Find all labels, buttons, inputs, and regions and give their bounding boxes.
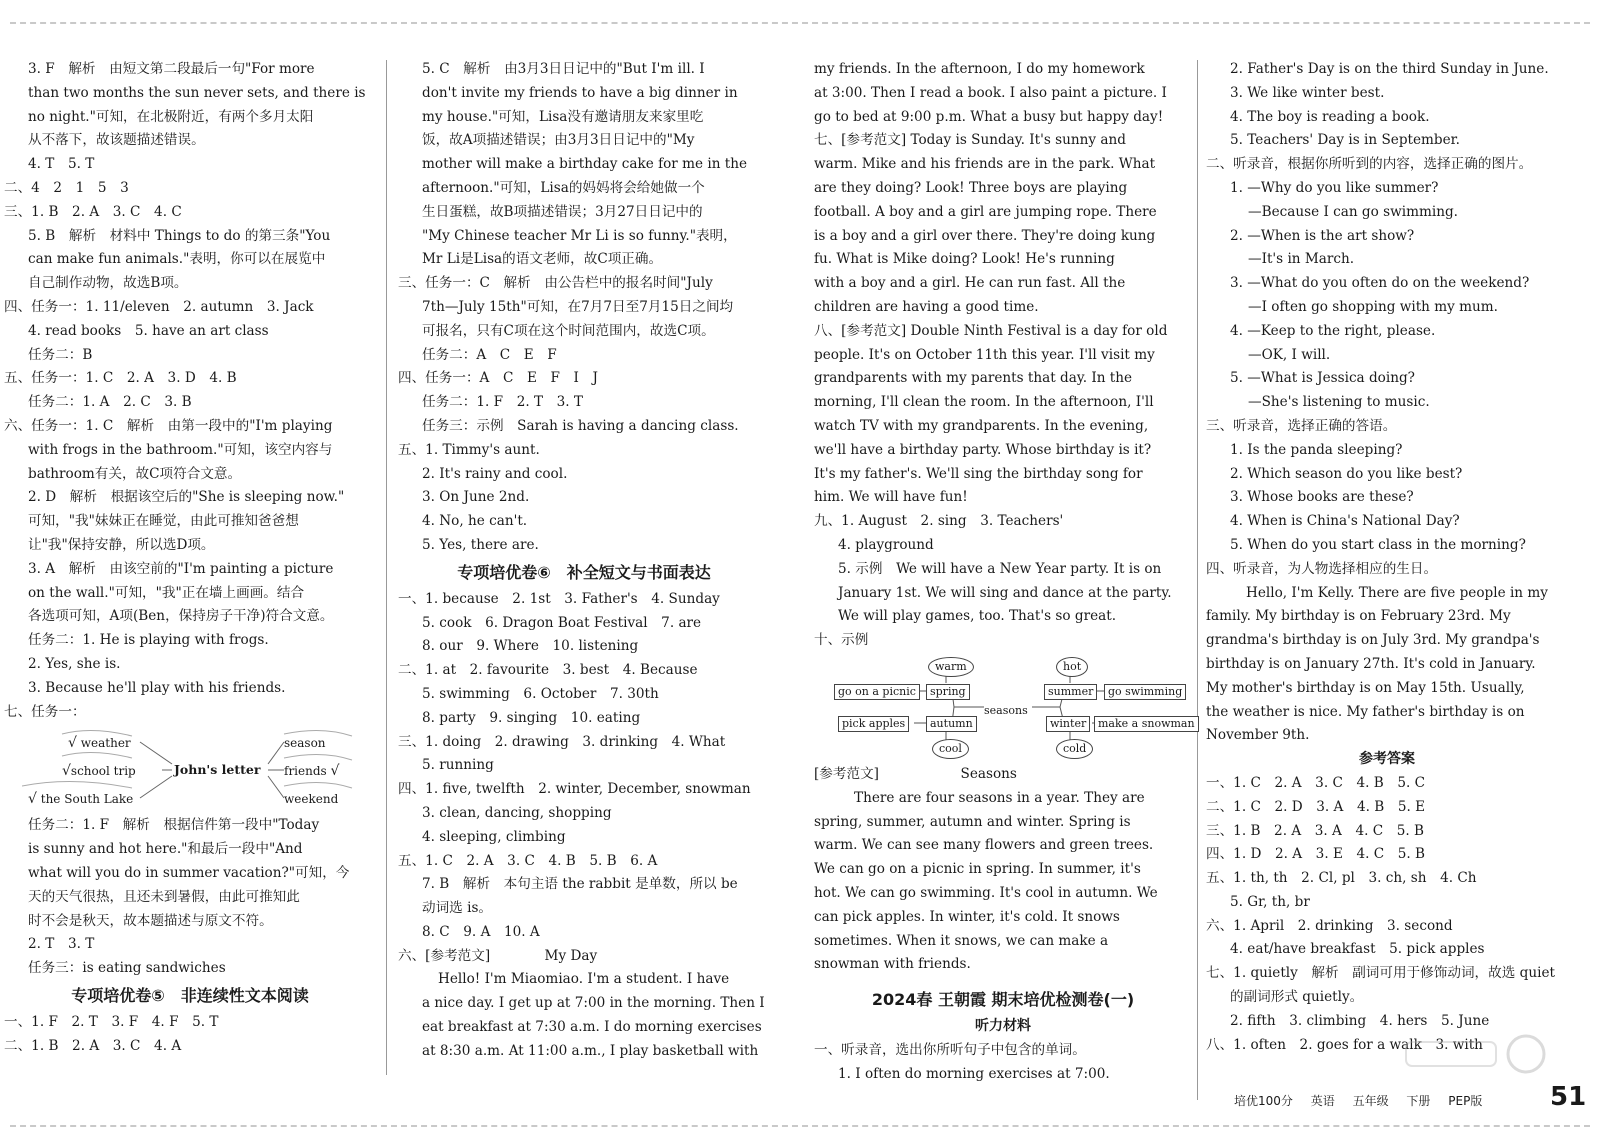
letter-right-item: weekend bbox=[284, 792, 339, 807]
text-line: 让"我"保持安静，所以选D项。 bbox=[28, 536, 215, 553]
text-line: mother will make a birthday cake for me in the bbox=[422, 156, 748, 173]
text-line: 时不会是秋天，故本题描述与原文不符。 bbox=[28, 912, 273, 929]
text-line: 任务三：示例 Sarah is having a dancing class. bbox=[422, 417, 739, 434]
text-line: 十、示例 bbox=[814, 632, 869, 649]
text-line: warm. We can see many flowers and green trees. bbox=[814, 837, 1154, 854]
text-line: 生日蛋糕，故B项描述错误；3月27日日记中的 bbox=[422, 203, 703, 220]
text-line: fu. What is Mike doing? Look! He's running bbox=[814, 251, 1115, 268]
text-line: can make fun animals."表明，你可以在展览中 bbox=[28, 251, 326, 268]
text-line: we'll have a birthday party. Whose birthday is it? bbox=[814, 441, 1152, 458]
text-line: birthday is on January 27th. It's cold in January. bbox=[1206, 655, 1536, 672]
footer-subject: 英语 bbox=[1310, 1094, 1335, 1108]
text-line: 4. sleeping, climbing bbox=[422, 828, 566, 845]
text-line: 4. read books 5. have an art class bbox=[28, 322, 269, 339]
text-line: 3. A 解析 由该空前的"I'm painting a picture bbox=[28, 560, 334, 577]
text-line: 各选项可知，A项(Ben，保持房子干净)符合文意。 bbox=[28, 608, 334, 625]
text-line: don't invite my friends to have a big dinner in bbox=[422, 84, 738, 101]
text-line: 4. —Keep to the right, please. bbox=[1230, 322, 1436, 339]
footer-volume: 下册 bbox=[1406, 1094, 1431, 1108]
text-line: hot. We can go swimming. It's cool in autumn. We bbox=[814, 884, 1158, 901]
text-line: 5. When do you start class in the morning? bbox=[1230, 536, 1526, 553]
text-line: watch TV with my grandparents. In the evening, bbox=[814, 417, 1149, 434]
mind-map-oval: cold bbox=[1056, 739, 1093, 759]
text-line: snowman with friends. bbox=[814, 956, 971, 973]
text-line: football. A boy and a girl are jumping rope. There bbox=[814, 203, 1157, 220]
text-line: We can go on a picnic in spring. In summer, it's bbox=[814, 861, 1141, 878]
text-line: my house."可知，Lisa没有邀请朋友来家里吃 bbox=[422, 108, 704, 125]
text-line: Hello! I'm Miaomiao. I'm a student. I have bbox=[438, 971, 730, 988]
text-line: 2. It's rainy and cool. bbox=[422, 465, 568, 482]
text-line: 任务二：1. F 解析 根据信件第一段中"Today bbox=[28, 817, 320, 834]
text-line: 任务二：1. A 2. C 3. B bbox=[28, 394, 192, 411]
mind-map-activity: pick apples bbox=[838, 716, 909, 732]
text-line: 任务二：1. F 2. T 3. T bbox=[422, 394, 584, 411]
text-line: 4. playground bbox=[838, 536, 934, 553]
text-line: children are having a good time. bbox=[814, 298, 1039, 315]
text-line: with a boy and a girl. He can run fast. All the bbox=[814, 275, 1126, 292]
watermark-logo bbox=[1396, 1032, 1556, 1076]
column-4 bbox=[1206, 58, 1568, 1057]
text-line: bathroom有关，故C项符合文意。 bbox=[28, 465, 242, 482]
text-line: Hello, I'm Kelly. There are five people in my bbox=[1246, 584, 1548, 601]
letter-right-item: friends √ bbox=[284, 763, 340, 780]
text-line: 一、听录音，选出你所听句子中包含的单词。 bbox=[814, 1041, 1086, 1058]
text-line: 七、[参考范文] Today is Sunday. It's sunny and bbox=[814, 132, 1126, 149]
text-line: 六、任务一：1. C 解析 由第一段中的"I'm playing bbox=[4, 417, 333, 434]
text-line: 从不落下，故该题描述错误。 bbox=[28, 132, 205, 149]
text-line: 三、1. B 2. A 3. C 4. C bbox=[4, 203, 182, 220]
column-divider bbox=[386, 60, 387, 1075]
text-line: 5. Gr, th, br bbox=[1230, 893, 1310, 910]
section-subtitle: 听力材料 bbox=[975, 1018, 1031, 1035]
watermark-icon bbox=[1396, 1032, 1556, 1076]
text-line: 八、1. often 2. goes for a walk 3. with bbox=[1206, 1036, 1483, 1053]
text-line: spring, summer, autumn and winter. Spring is bbox=[814, 813, 1131, 830]
text-line: warm. Mike and his friends are in the park. What bbox=[814, 156, 1156, 173]
text-line: —She's listening to music. bbox=[1248, 394, 1430, 411]
text-line: 8. our 9. Where 10. listening bbox=[422, 638, 639, 655]
mind-map-box: autumn bbox=[926, 716, 977, 732]
text-line: 2. D 解析 根据该空后的"She is sleeping now." bbox=[28, 489, 345, 506]
text-line: 任务二：1. He is playing with frogs. bbox=[28, 632, 269, 649]
column-1 bbox=[4, 58, 376, 1058]
text-line: is sunny and hot here."和最后一段中"And bbox=[28, 841, 303, 858]
text-line: 七、1. quietly 解析 副词可用于修饰动词，故选 quiet bbox=[1206, 965, 1555, 982]
letter-right-item: season bbox=[284, 736, 326, 751]
text-line: my friends. In the afternoon, I do my homework bbox=[814, 61, 1145, 77]
letter-left-item: √ the South Lake bbox=[28, 791, 134, 808]
letter-center-label: John's letter bbox=[174, 762, 261, 778]
text-line: 4. eat/have breakfast 5. pick apples bbox=[1230, 941, 1485, 958]
text-line: at 8:30 a.m. At 11:00 a.m., I play basketball with bbox=[422, 1042, 759, 1059]
footer-series: 培优100分 bbox=[1234, 1094, 1293, 1108]
mind-map-box: summer bbox=[1044, 684, 1097, 700]
text-line: 七、任务一： bbox=[4, 703, 86, 720]
page-number: 51 bbox=[1550, 1082, 1587, 1112]
text-line: Mr Li是Lisa的语文老师，故C项正确。 bbox=[422, 251, 663, 268]
text-line: 三、1. B 2. A 3. A 4. C 5. B bbox=[1206, 822, 1425, 839]
text-line: 一、1. C 2. A 3. C 4. B 5. C bbox=[1206, 774, 1426, 791]
text-line: 1. I often do morning exercises at 7:00. bbox=[838, 1065, 1110, 1082]
text-line: —It's in March. bbox=[1248, 251, 1355, 268]
text-line: 任务三：is eating sandwiches bbox=[28, 960, 226, 977]
text-line: 5. swimming 6. October 7. 30th bbox=[422, 685, 659, 702]
text-line: 三、听录音，选择正确的答语。 bbox=[1206, 417, 1397, 434]
letter-left-item: √ weather bbox=[68, 735, 131, 752]
text-line: grandma's birthday is on July 3rd. My grandpa's bbox=[1206, 632, 1540, 649]
seasons-mind-map bbox=[834, 657, 1195, 757]
text-line: 自己制作动物，故选B项。 bbox=[28, 275, 188, 292]
text-line: go to bed at 9:00 p.m. What a busy but happy day! bbox=[814, 108, 1164, 125]
text-line: 5. B 解析 材料中 Things to do 的第三条"You bbox=[28, 227, 331, 244]
mind-map-activity: go swimming bbox=[1104, 684, 1186, 700]
footer-edition: PEP版 bbox=[1448, 1094, 1483, 1108]
mind-map-oval: hot bbox=[1056, 657, 1088, 677]
text-line: with frogs in the bathroom."可知，该空内容与 bbox=[28, 441, 333, 458]
text-line: 5. C 解析 由3月3日日记中的"But I'm ill. I bbox=[422, 61, 705, 77]
text-line: 5. cook 6. Dragon Boat Festival 7. are bbox=[422, 614, 702, 631]
text-line: 5. Teachers' Day is in September. bbox=[1230, 132, 1460, 149]
text-line: 四、任务一：1. 11/eleven 2. autumn 3. Jack bbox=[4, 298, 314, 315]
text-line: are they doing? Look! Three boys are playing bbox=[814, 179, 1128, 196]
text-line: can pick apples. In winter, it's cold. It snows bbox=[814, 908, 1120, 925]
text-line: on the wall."可知，"我"正在墙上画画。结合 bbox=[28, 584, 305, 601]
column-divider bbox=[1197, 60, 1198, 1100]
text-line: 五、1. th, th 2. Cl, pl 3. ch, sh 4. Ch bbox=[1206, 870, 1477, 887]
text-line: 四、任务一：A C E F I J bbox=[398, 370, 598, 387]
text-line: We will play games, too. That's so great. bbox=[838, 608, 1117, 625]
text-line: family. My birthday is on February 23rd. My bbox=[1206, 608, 1511, 625]
text-line: 8. C 9. A 10. A bbox=[422, 923, 540, 940]
text-line: [参考范文] Seasons bbox=[814, 765, 1017, 782]
text-line: 六、[参考范文] My Day bbox=[398, 947, 598, 964]
text-line: 1. Is the panda sleeping? bbox=[1230, 441, 1403, 458]
text-line: 九、1. August 2. sing 3. Teachers' bbox=[814, 513, 1064, 530]
johns-letter-diagram bbox=[22, 728, 362, 812]
text-line: 3. On June 2nd. bbox=[422, 489, 530, 506]
text-line: —Because I can go swimming. bbox=[1248, 203, 1458, 220]
text-line: eat breakfast at 7:30 a.m. I do morning exercises bbox=[422, 1019, 762, 1036]
section-title: 专项培优卷⑤ 非连续性文本阅读 bbox=[71, 985, 309, 1005]
text-line: 的副词形式 quietly。 bbox=[1230, 989, 1364, 1006]
text-line: 3. —What do you often do on the weekend? bbox=[1230, 275, 1530, 292]
text-line: 5. running bbox=[422, 757, 494, 774]
text-line: There are four seasons in a year. They are bbox=[854, 789, 1145, 806]
text-line: 二、听录音，根据你所听到的内容，选择正确的图片。 bbox=[1206, 156, 1533, 173]
text-line: what will you do in summer vacation?"可知，今 bbox=[28, 864, 350, 881]
text-line: 可知，"我"妹妹正在睡觉，由此可推知爸爸想 bbox=[28, 513, 299, 530]
text-line: 四、听录音，为人物选择相应的生日。 bbox=[1206, 560, 1438, 577]
section-title: 专项培优卷⑥ 补全短文与书面表达 bbox=[457, 562, 711, 582]
text-line: 2. fifth 3. climbing 4. hers 5. June bbox=[1230, 1012, 1490, 1029]
text-line: 三、任务一：C 解析 由公告栏中的报名时间"July bbox=[398, 275, 713, 292]
text-line: 7th—July 15th"可知，在7月7日至7月15日之间均 bbox=[422, 298, 734, 315]
text-line: 2. —When is the art show? bbox=[1230, 227, 1415, 244]
text-line: people. It's on October 11th this year. I'll visit my bbox=[814, 346, 1155, 363]
text-line: a nice day. I get up at 7:00 in the morning. Then I bbox=[422, 995, 765, 1012]
text-line: My mother's birthday is on May 15th. Usually, bbox=[1206, 679, 1525, 696]
text-line: 5. —What is Jessica doing? bbox=[1230, 370, 1415, 387]
text-line: 可报名，只有C项在这个时间范围内，故选C项。 bbox=[422, 322, 715, 339]
section-title: 2024春 王朝霞 期末培优检测卷(一) bbox=[871, 990, 1135, 1010]
text-line: 一、1. F 2. T 3. F 4. F 5. T bbox=[4, 1013, 219, 1030]
text-line: 3. Whose books are these? bbox=[1230, 489, 1414, 506]
text-line: him. We will have fun! bbox=[814, 489, 968, 506]
text-line: grandparents with my parents that day. In the bbox=[814, 370, 1133, 387]
text-line: 四、1. D 2. A 3. E 4. C 5. B bbox=[1206, 846, 1426, 863]
text-line: —I often go shopping with my mum. bbox=[1248, 298, 1499, 315]
text-line: 2. Which season do you like best? bbox=[1230, 465, 1463, 482]
text-line: January 1st. We will sing and dance at the party. bbox=[838, 584, 1172, 601]
mind-map-oval: warm bbox=[928, 657, 974, 677]
text-line: the weather is nice. My father's birthday is on bbox=[1206, 703, 1525, 720]
text-line: 5. 示例 We will have a New Year party. It is on bbox=[838, 560, 1162, 577]
text-line: 天的天气很热，且还未到暑假，由此可推知此 bbox=[28, 888, 300, 905]
text-line: afternoon."可知，Lisa的妈妈将会给她做一个 bbox=[422, 179, 705, 196]
mind-map-oval: cool bbox=[932, 739, 969, 759]
text-line: morning, I'll clean the room. In the afternoon, I'll bbox=[814, 394, 1154, 411]
text-line: 4. No, he can't. bbox=[422, 513, 528, 530]
bottom-border bbox=[10, 1125, 1590, 1127]
text-line: 8. party 9. singing 10. eating bbox=[422, 709, 641, 726]
text-line: 二、4 2 1 5 3 bbox=[4, 179, 129, 196]
text-line: 二、1. B 2. A 3. C 4. A bbox=[4, 1037, 182, 1054]
mind-map-box: winter bbox=[1046, 716, 1090, 732]
text-line: 动词选 is。 bbox=[422, 900, 493, 917]
text-line: 八、[参考范文] Double Ninth Festival is a day for old bbox=[814, 322, 1168, 339]
mind-map-activity: go on a picnic bbox=[834, 684, 920, 700]
mind-map-box: spring bbox=[926, 684, 970, 700]
text-line: 六、1. April 2. drinking 3. second bbox=[1206, 917, 1453, 934]
text-line: 五、1. Timmy's aunt. bbox=[398, 441, 540, 458]
text-line: —OK, I will. bbox=[1248, 346, 1331, 363]
text-line: 四、1. five, twelfth 2. winter, December, snowman bbox=[398, 781, 751, 798]
text-line: than two months the sun never sets, and there is bbox=[28, 84, 366, 101]
mind-map-activity: make a snowman bbox=[1094, 716, 1199, 732]
text-line: 五、1. C 2. A 3. C 4. B 5. B 6. A bbox=[398, 852, 658, 869]
text-line: 2. Father's Day is on the third Sunday in June. bbox=[1230, 61, 1549, 77]
text-line: 任务二：A C E F bbox=[422, 346, 557, 363]
text-line: 1. —Why do you like summer? bbox=[1230, 179, 1439, 196]
text-line: 5. Yes, there are. bbox=[422, 536, 539, 553]
text-line: 4. When is China's National Day? bbox=[1230, 513, 1460, 530]
text-line: "My Chinese teacher Mr Li is so funny."表明， bbox=[422, 227, 737, 244]
text-line: no night."可知，在北极附近，有两个多月太阳 bbox=[28, 108, 314, 125]
page-footer bbox=[1234, 1092, 1496, 1109]
text-line: sometimes. When it snows, we can make a bbox=[814, 932, 1109, 949]
text-line: 7. B 解析 本句主语 the rabbit 是单数，所以 be bbox=[422, 876, 738, 893]
answers-title: 参考答案 bbox=[1359, 751, 1415, 768]
text-line: 2. T 3. T bbox=[28, 936, 95, 953]
text-line: 五、任务一：1. C 2. A 3. D 4. B bbox=[4, 370, 237, 387]
text-line: at 3:00. Then I read a book. I also paint a picture. I bbox=[814, 84, 1167, 101]
text-line: 4. The boy is reading a book. bbox=[1230, 108, 1430, 125]
text-line: 4. T 5. T bbox=[28, 156, 95, 173]
text-line: 二、1. C 2. D 3. A 4. B 5. E bbox=[1206, 798, 1426, 815]
text-line: 3. clean, dancing, shopping bbox=[422, 804, 612, 821]
column-2 bbox=[398, 58, 770, 1064]
text-line: is a boy and a girl over there. They're doing kung bbox=[814, 227, 1156, 244]
text-line: 3. We like winter best. bbox=[1230, 84, 1385, 101]
mind-map-center: seasons bbox=[984, 703, 1028, 717]
top-border bbox=[10, 22, 1590, 24]
text-line: 饭，故A项描述错误；由3月3日日记中的"My bbox=[422, 132, 695, 149]
text-line: 3. Because he'll play with his friends. bbox=[28, 679, 286, 696]
column-3 bbox=[814, 58, 1195, 1086]
text-line: It's my father's. We'll sing the birthday song for bbox=[814, 465, 1143, 482]
text-line: 2. Yes, she is. bbox=[28, 655, 121, 672]
text-line: 任务二：B bbox=[28, 346, 93, 363]
text-line: 3. F 解析 由短文第二段最后一句"For more bbox=[28, 61, 315, 77]
letter-left-item: √school trip bbox=[62, 763, 136, 780]
text-line: 一、1. because 2. 1st 3. Father's 4. Sunday bbox=[398, 590, 720, 607]
text-line: 二、1. at 2. favourite 3. best 4. Because bbox=[398, 662, 698, 679]
text-line: 三、1. doing 2. drawing 3. drinking 4. What bbox=[398, 733, 726, 750]
footer-grade: 五年级 bbox=[1352, 1094, 1389, 1108]
text-line: November 9th. bbox=[1206, 727, 1310, 744]
